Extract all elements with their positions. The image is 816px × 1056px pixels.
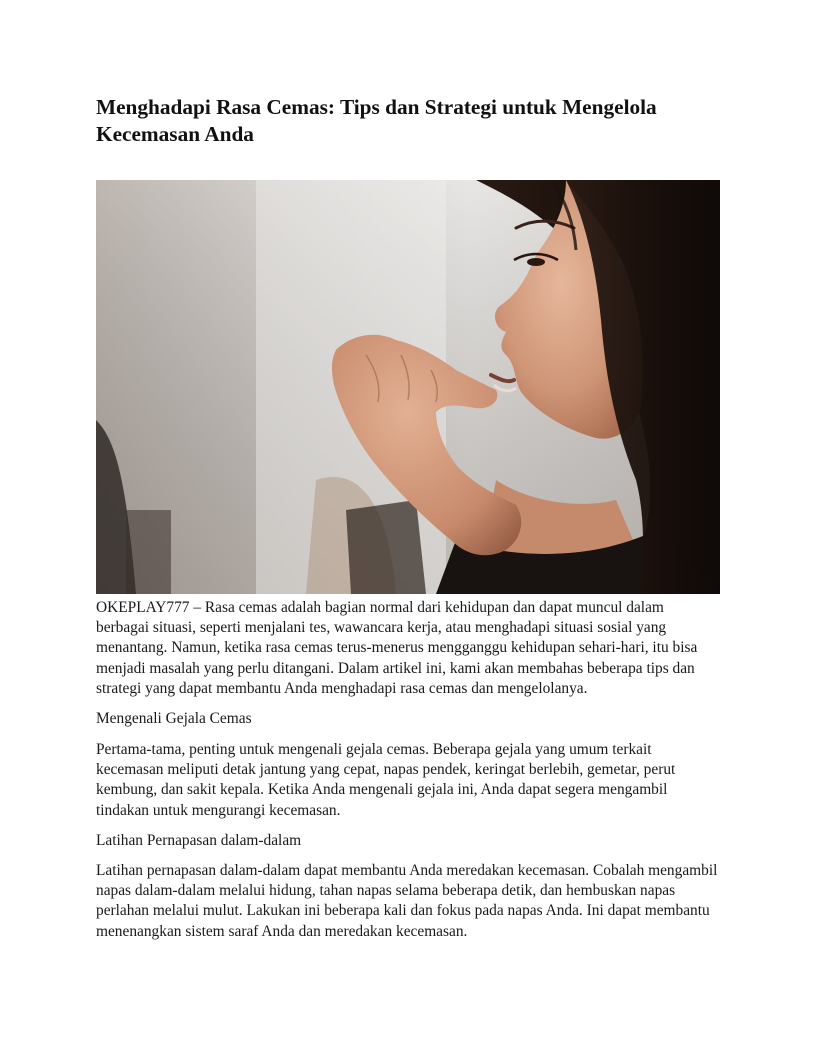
hero-image	[96, 180, 720, 594]
intro-paragraph: OKEPLAY777 – Rasa cemas adalah bagian normal dari kehidupan dan dapat muncul dalam berbagai situasi, seperti menjalani tes, wawancara kerja, atau menghadapi situasi sosial yang menantang. Namun, ketika rasa cemas terus-menerus mengganggu kehidupan sehari-hari, itu bisa menjadi masalah yang perlu ditangani. Dalam artikel ini, kami akan membahas beberapa tips dan strategi yang dapat membantu Anda menghadapi rasa cemas dan mengelolanya.	[96, 599, 698, 697]
section-heading: Mengenali Gejala Cemas	[96, 710, 252, 727]
section-paragraph: Latihan pernapasan dalam-dalam dapat membantu Anda meredakan kecemasan. Cobalah mengambil napas dalam-dalam melalui hidung, tahan napas selama beberapa detik, dan hembuskan napas perlahan melalui mulut. Lakukan ini beberapa kali dan fokus pada napas Anda. Ini dapat membantu menenangkan sistem saraf Anda dan meredakan kecemasan.	[96, 862, 718, 940]
section-paragraph: Pertama-tama, penting untuk mengenali gejala cemas. Beberapa gejala yang umum terkait kecemasan meliputi detak jantung yang cepat, napas pendek, keringat berlebih, gemetar, perut kembung, dan sakit kepala. Ketika Anda mengenali gejala ini, Anda dapat segera mengambil tindakan untuk mengurangi kecemasan.	[96, 741, 676, 819]
article-title: Menghadapi Rasa Cemas: Tips dan Strategi untuk Mengelola Kecemasan Anda	[96, 95, 657, 146]
section-heading: Latihan Pernapasan dalam-dalam	[96, 832, 302, 849]
anxious-woman-photo-icon	[96, 180, 720, 594]
